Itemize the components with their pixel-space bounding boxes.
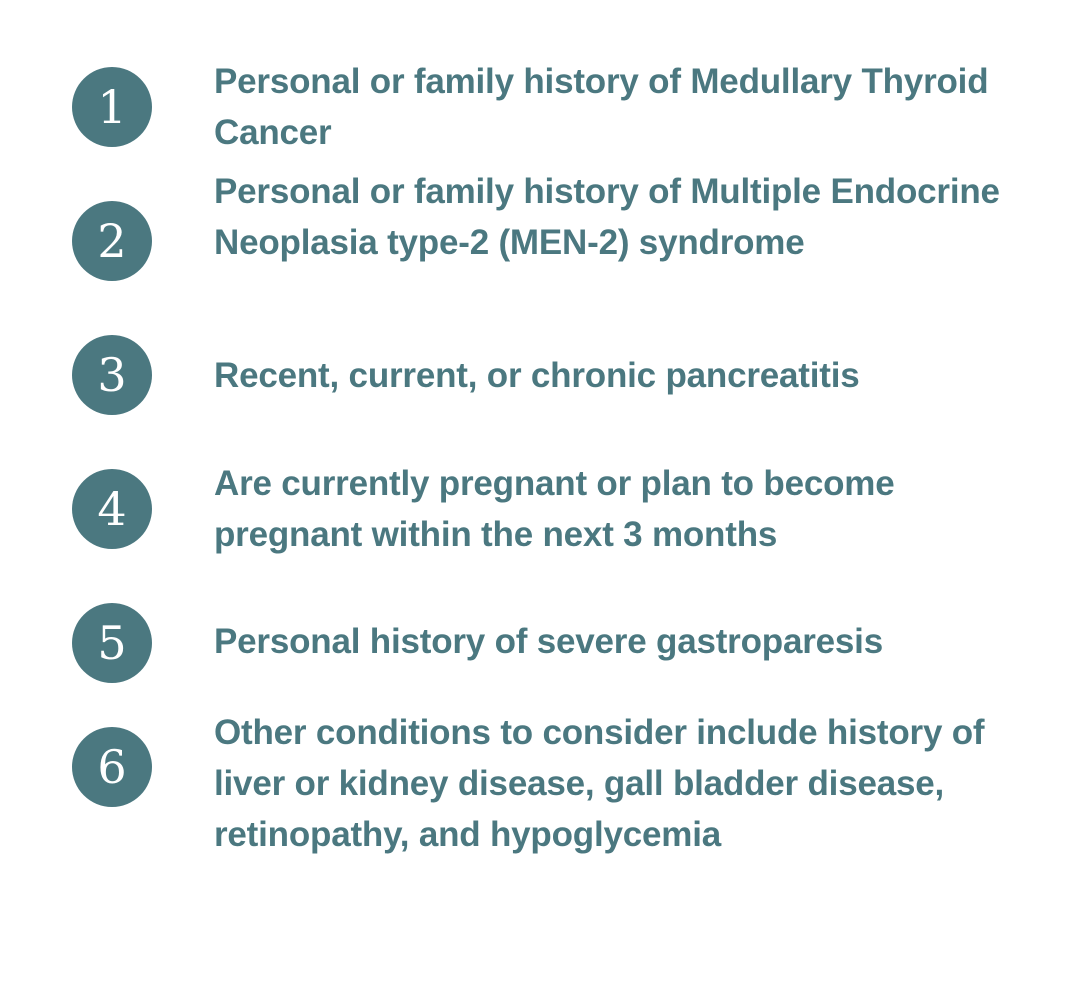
number-badge: 1 [72, 67, 152, 147]
number-badge: 2 [72, 201, 152, 281]
item-text: Personal history of severe gastroparesis [214, 622, 883, 661]
item-text: Other conditions to consider include history of liver or kidney disease, gall bladder disease, retinopathy, and hypoglycemia [214, 713, 985, 854]
number-badge: 5 [72, 603, 152, 683]
item-text: Are currently pregnant or plan to become pregnant within the next 3 months [214, 464, 895, 554]
number-badge: 3 [72, 335, 152, 415]
item-text: Personal or family history of Multiple Endocrine Neoplasia type-2 (MEN-2) syndrome [214, 172, 1000, 262]
item-text: Personal or family history of Medullary Thyroid Cancer [214, 62, 989, 152]
number-badge: 4 [72, 469, 152, 549]
number-badge: 6 [72, 727, 152, 807]
item-text: Recent, current, or chronic pancreatitis [214, 356, 860, 395]
